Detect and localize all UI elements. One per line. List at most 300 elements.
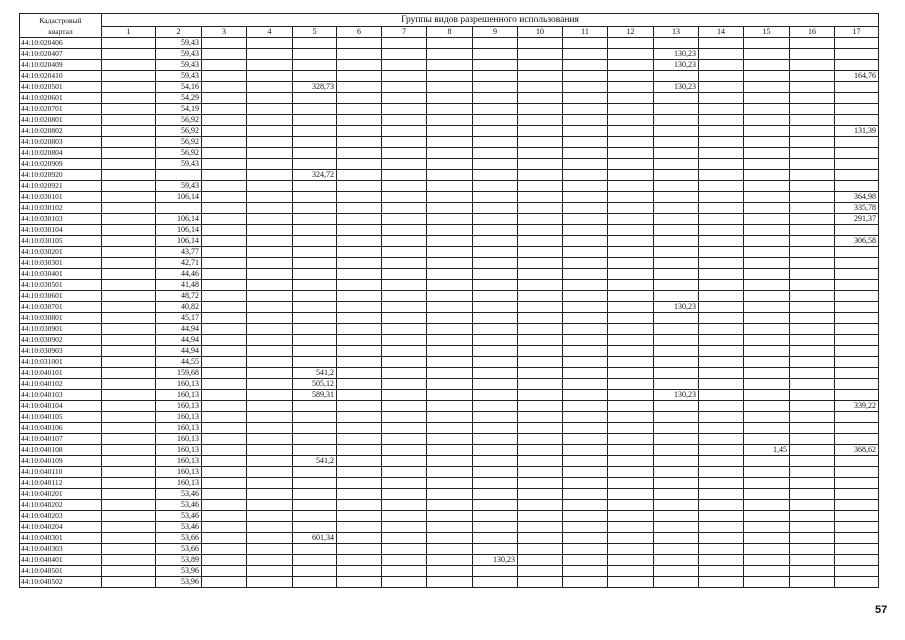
value-cell (608, 71, 654, 82)
value-cell (102, 489, 156, 500)
value-cell (293, 423, 337, 434)
value-cell (654, 225, 699, 236)
value-cell (790, 489, 835, 500)
value-cell (790, 302, 835, 313)
value-cell (427, 181, 473, 192)
table-row (20, 280, 879, 291)
value-cell (518, 390, 563, 401)
value-cell (473, 335, 518, 346)
value-cell (473, 489, 518, 500)
value-cell (427, 225, 473, 236)
cadastral-quarter-cell: 44:10:040101 (20, 368, 102, 379)
value-cell: 368,62 (835, 445, 879, 456)
table-row (20, 357, 879, 368)
value-cell (102, 126, 156, 137)
value-cell (654, 456, 699, 467)
value-cell (790, 390, 835, 401)
value-cell (427, 302, 473, 313)
cadastral-quarter-cell: 44:10:030902 (20, 335, 102, 346)
value-cell (202, 192, 247, 203)
value-cell (337, 236, 382, 247)
value-cell (202, 170, 247, 181)
value-cell (835, 38, 879, 49)
value-cell (473, 214, 518, 225)
value-cell (382, 225, 427, 236)
cadastral-quarter-cell: 44:10:020802 (20, 126, 102, 137)
value-cell (563, 357, 608, 368)
value-cell (102, 324, 156, 335)
value-cell (102, 566, 156, 577)
value-cell (293, 544, 337, 555)
table-row (20, 291, 879, 302)
value-cell (247, 544, 293, 555)
value-cell (293, 126, 337, 137)
value-cell (202, 357, 247, 368)
value-cell (744, 203, 790, 214)
value-cell (293, 434, 337, 445)
value-cell (563, 346, 608, 357)
value-cell (293, 291, 337, 302)
value-cell: 59,43 (156, 49, 202, 60)
table-row (20, 203, 879, 214)
value-cell (247, 522, 293, 533)
value-cell (699, 269, 744, 280)
value-cell (427, 533, 473, 544)
value-cell (835, 390, 879, 401)
value-cell (744, 423, 790, 434)
cadastral-quarter-cell: 44:10:020501 (20, 82, 102, 93)
value-cell (337, 544, 382, 555)
value-cell (202, 324, 247, 335)
value-cell (473, 280, 518, 291)
value-cell (427, 60, 473, 71)
value-cell: 44,55 (156, 357, 202, 368)
value-cell (518, 82, 563, 93)
cadastral-quarter-cell: 44:10:020803 (20, 137, 102, 148)
value-cell (518, 434, 563, 445)
value-cell (382, 412, 427, 423)
value-cell (518, 412, 563, 423)
value-cell (518, 357, 563, 368)
value-cell (608, 302, 654, 313)
value-cell (337, 258, 382, 269)
cadastral-quarter-cell: 44:10:030201 (20, 247, 102, 258)
value-cell (790, 49, 835, 60)
value-cell (518, 291, 563, 302)
value-cell (382, 93, 427, 104)
cadastral-quarter-cell: 44:10:040502 (20, 577, 102, 588)
value-cell (247, 236, 293, 247)
value-cell (102, 302, 156, 313)
value-cell (293, 445, 337, 456)
value-cell (608, 236, 654, 247)
cadastral-quarter-cell: 44:10:030601 (20, 291, 102, 302)
value-cell (518, 159, 563, 170)
column-number: 8 (427, 27, 473, 38)
value-cell (699, 115, 744, 126)
value-cell (835, 280, 879, 291)
value-cell (563, 390, 608, 401)
value-cell (699, 280, 744, 291)
usage-groups-header: Группы видов разрешенного использования (102, 14, 879, 27)
value-cell: 59,43 (156, 159, 202, 170)
value-cell (473, 247, 518, 258)
value-cell (382, 104, 427, 115)
value-cell: 54,29 (156, 93, 202, 104)
value-cell (473, 82, 518, 93)
value-cell (337, 390, 382, 401)
value-cell (563, 115, 608, 126)
value-cell: 160,13 (156, 456, 202, 467)
value-cell (473, 401, 518, 412)
value-cell: 106,14 (156, 214, 202, 225)
value-cell (563, 93, 608, 104)
value-cell (654, 236, 699, 247)
value-cell (102, 500, 156, 511)
cadastral-quarter-cell: 44:10:020701 (20, 104, 102, 115)
value-cell (835, 423, 879, 434)
value-cell (202, 126, 247, 137)
value-cell (608, 577, 654, 588)
value-cell (202, 302, 247, 313)
value-cell (202, 456, 247, 467)
value-cell (202, 269, 247, 280)
value-cell (835, 456, 879, 467)
cadastral-quarter-cell: 44:10:040204 (20, 522, 102, 533)
value-cell (473, 324, 518, 335)
value-cell (337, 104, 382, 115)
value-cell (382, 137, 427, 148)
value-cell (835, 115, 879, 126)
column-number: 9 (473, 27, 518, 38)
value-cell (654, 412, 699, 423)
value-cell (699, 555, 744, 566)
value-cell (293, 269, 337, 280)
value-cell (427, 93, 473, 104)
value-cell: 505,12 (293, 379, 337, 390)
value-cell (337, 291, 382, 302)
value-cell (699, 434, 744, 445)
cadastral-quarter-cell: 44:10:031001 (20, 357, 102, 368)
value-cell (247, 368, 293, 379)
value-cell: 53,46 (156, 511, 202, 522)
value-cell (293, 225, 337, 236)
value-cell (835, 82, 879, 93)
value-cell (608, 456, 654, 467)
value-cell (247, 49, 293, 60)
value-cell (654, 137, 699, 148)
value-cell (337, 269, 382, 280)
value-cell (699, 71, 744, 82)
value-cell (293, 478, 337, 489)
value-cell (518, 489, 563, 500)
value-cell (699, 412, 744, 423)
value-cell (608, 324, 654, 335)
value-cell (247, 401, 293, 412)
value-cell (202, 533, 247, 544)
value-cell (563, 82, 608, 93)
value-cell (102, 71, 156, 82)
value-cell (699, 258, 744, 269)
value-cell (790, 533, 835, 544)
value-cell (337, 148, 382, 159)
value-cell (563, 302, 608, 313)
value-cell: 53,46 (156, 489, 202, 500)
value-cell (427, 148, 473, 159)
value-cell (293, 500, 337, 511)
value-cell (608, 335, 654, 346)
value-cell (382, 291, 427, 302)
value-cell (473, 291, 518, 302)
value-cell (518, 214, 563, 225)
value-cell (518, 258, 563, 269)
value-cell (699, 577, 744, 588)
value-cell (518, 324, 563, 335)
value-cell (699, 346, 744, 357)
value-cell (382, 313, 427, 324)
cadastral-quarter-cell: 44:10:020909 (20, 159, 102, 170)
cadastral-quarter-cell: 44:10:030105 (20, 236, 102, 247)
value-cell (293, 159, 337, 170)
value-cell (427, 49, 473, 60)
value-cell (427, 192, 473, 203)
value-cell (102, 511, 156, 522)
value-cell (744, 533, 790, 544)
value-cell (337, 500, 382, 511)
column-number: 10 (518, 27, 563, 38)
value-cell (202, 500, 247, 511)
value-cell (337, 214, 382, 225)
value-cell (563, 49, 608, 60)
value-cell (744, 60, 790, 71)
value-cell (699, 489, 744, 500)
cadastral-quarter-cell: 44:10:040303 (20, 544, 102, 555)
table-row (20, 49, 879, 60)
value-cell (699, 291, 744, 302)
value-cell: 601,34 (293, 533, 337, 544)
value-cell (518, 379, 563, 390)
value-cell (427, 555, 473, 566)
value-cell (202, 71, 247, 82)
value-cell (473, 467, 518, 478)
value-cell (382, 368, 427, 379)
value-cell (102, 159, 156, 170)
value-cell (699, 170, 744, 181)
value-cell (202, 258, 247, 269)
value-cell (654, 357, 699, 368)
value-cell (654, 346, 699, 357)
value-cell (654, 313, 699, 324)
value-cell (518, 247, 563, 258)
value-cell (654, 368, 699, 379)
value-cell (744, 401, 790, 412)
value-cell (518, 401, 563, 412)
value-cell (473, 357, 518, 368)
value-cell (608, 280, 654, 291)
value-cell (790, 93, 835, 104)
value-cell (247, 302, 293, 313)
value-cell (293, 280, 337, 291)
table-row (20, 423, 879, 434)
value-cell (382, 346, 427, 357)
table-row (20, 456, 879, 467)
value-cell (654, 71, 699, 82)
cadastral-quarter-cell: 44:10:030103 (20, 214, 102, 225)
cadastral-quarter-cell: 44:10:040203 (20, 511, 102, 522)
value-cell (247, 280, 293, 291)
value-cell (337, 456, 382, 467)
table-row (20, 104, 879, 115)
value-cell (382, 302, 427, 313)
table-row (20, 467, 879, 478)
value-cell (337, 49, 382, 60)
value-cell (608, 313, 654, 324)
value-cell (835, 93, 879, 104)
value-cell (293, 247, 337, 258)
value-cell: 106,14 (156, 192, 202, 203)
value-cell: 44,94 (156, 324, 202, 335)
value-cell (744, 577, 790, 588)
value-cell (102, 379, 156, 390)
value-cell (247, 390, 293, 401)
value-cell (518, 126, 563, 137)
value-cell (563, 148, 608, 159)
value-cell (608, 346, 654, 357)
value-cell (247, 214, 293, 225)
value-cell (518, 511, 563, 522)
cadastral-quarter-cell: 44:10:020920 (20, 170, 102, 181)
value-cell (337, 346, 382, 357)
value-cell (744, 269, 790, 280)
value-cell (202, 104, 247, 115)
value-cell (654, 401, 699, 412)
column-number: 16 (790, 27, 835, 38)
value-cell (563, 577, 608, 588)
value-cell (699, 82, 744, 93)
value-cell (744, 159, 790, 170)
value-cell: 291,37 (835, 214, 879, 225)
value-cell (790, 115, 835, 126)
value-cell (382, 522, 427, 533)
table-row (20, 71, 879, 82)
value-cell (382, 445, 427, 456)
value-cell (473, 511, 518, 522)
value-cell (790, 104, 835, 115)
value-cell (835, 577, 879, 588)
value-cell (473, 566, 518, 577)
value-cell (427, 511, 473, 522)
value-cell (563, 225, 608, 236)
value-cell (518, 170, 563, 181)
value-cell (790, 192, 835, 203)
value-cell (473, 49, 518, 60)
value-cell (790, 445, 835, 456)
value-cell (835, 159, 879, 170)
value-cell (102, 401, 156, 412)
value-cell (202, 49, 247, 60)
value-cell (382, 379, 427, 390)
value-cell (835, 225, 879, 236)
value-cell (473, 412, 518, 423)
value-cell (337, 368, 382, 379)
value-cell (293, 313, 337, 324)
value-cell (744, 192, 790, 203)
value-cell: 328,73 (293, 82, 337, 93)
value-cell (608, 467, 654, 478)
value-cell (744, 555, 790, 566)
value-cell (102, 412, 156, 423)
value-cell (699, 302, 744, 313)
value-cell (518, 302, 563, 313)
value-cell: 54,19 (156, 104, 202, 115)
value-cell (608, 368, 654, 379)
value-cell (790, 280, 835, 291)
value-cell (608, 423, 654, 434)
value-cell (654, 247, 699, 258)
value-cell (473, 379, 518, 390)
value-cell (790, 544, 835, 555)
value-cell: 164,76 (835, 71, 879, 82)
value-cell (699, 225, 744, 236)
cadastral-quarter-cell: 44:10:040501 (20, 566, 102, 577)
value-cell (247, 445, 293, 456)
value-cell: 56,92 (156, 126, 202, 137)
value-cell (337, 247, 382, 258)
value-cell (608, 49, 654, 60)
value-cell (744, 137, 790, 148)
value-cell (563, 71, 608, 82)
value-cell (473, 533, 518, 544)
value-cell (608, 93, 654, 104)
value-cell (699, 566, 744, 577)
cadastral-quarter-cell: 44:10:030801 (20, 313, 102, 324)
value-cell (293, 203, 337, 214)
value-cell (473, 456, 518, 467)
value-cell (654, 379, 699, 390)
value-cell (518, 38, 563, 49)
value-cell (699, 214, 744, 225)
table-row (20, 181, 879, 192)
value-cell (473, 423, 518, 434)
value-cell (790, 214, 835, 225)
cadastral-quarter-cell: 44:10:040107 (20, 434, 102, 445)
table-row (20, 159, 879, 170)
value-cell (427, 566, 473, 577)
table-row (20, 390, 879, 401)
value-cell (518, 236, 563, 247)
value-cell (102, 577, 156, 588)
value-cell (247, 335, 293, 346)
value-cell (608, 225, 654, 236)
value-cell (337, 302, 382, 313)
cadastral-quarter-cell: 44:10:020801 (20, 115, 102, 126)
value-cell (699, 390, 744, 401)
value-cell (202, 38, 247, 49)
value-cell (654, 38, 699, 49)
value-cell (790, 467, 835, 478)
value-cell: 43,77 (156, 247, 202, 258)
value-cell (473, 159, 518, 170)
value-cell (337, 412, 382, 423)
value-cell (247, 357, 293, 368)
value-cell: 106,14 (156, 236, 202, 247)
value-cell (427, 247, 473, 258)
column-number: 2 (156, 27, 202, 38)
value-cell (699, 324, 744, 335)
value-cell: 160,13 (156, 467, 202, 478)
value-cell (654, 269, 699, 280)
value-cell (427, 390, 473, 401)
